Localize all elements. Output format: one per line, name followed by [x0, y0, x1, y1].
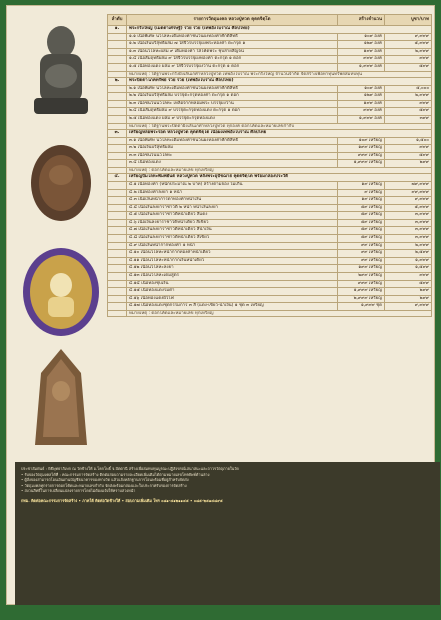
cell-item: ๒.๔ เนื้อสัมฤทธิ์ผสม ๙ บรรจุตะกรุดทองแดง ตะกรุด ๑ ดอก — [127, 108, 338, 116]
amulet-price-table — [107, 14, 432, 317]
table-row — [108, 181, 432, 189]
section-number: ๓. — [108, 129, 127, 137]
cell-price: ๓,๙๙๙ — [385, 219, 432, 227]
table-row — [108, 288, 432, 296]
cell-no — [108, 100, 127, 108]
cell-no — [108, 303, 127, 311]
amulet-photo-coin — [15, 244, 107, 340]
footer-line: • วัตถุมงคลทุกรายการตอกโค้ดและหมายเลขกำกับ จัดส่งพร้อมกล่องและใบประกาศรับรองการจัดสร้าง — [21, 482, 187, 488]
cell-no — [108, 33, 127, 41]
cell-count: ๑๙ เหรียญ — [338, 181, 385, 189]
section-note: หมายเหตุ : ใต้ฐานพระกริ่งฝังเส้นเกศาหลวงปู่ทวด เทพอังโบราณ พระกริ่งใหญ่ จำนวนจำกัด จัดสร้างเพื่อหาทุนทรัพย์สมทบทุน — [127, 71, 432, 77]
cell-count: ๑,๙๙๙ เหรียญ — [338, 160, 385, 168]
cell-price: ๙๙๙ — [385, 100, 432, 108]
cell-count: ๑,๙๙๙ องค์ — [338, 115, 385, 123]
table-row — [108, 152, 432, 160]
section-title-row — [108, 129, 432, 137]
cell-price: ๑,๕๙๙ — [385, 265, 432, 273]
section-number: ๒. — [108, 77, 127, 85]
table-row — [108, 280, 432, 288]
table-row — [108, 227, 432, 235]
cell-item: ๓.๓ เนื้อชนวนนวโลหะ — [127, 152, 338, 160]
cell-no — [108, 137, 127, 145]
cell-item: ๔.๔ เนื้อเงินลงยาราชาวดี ๒ หน้า หน้าเงินลงยา — [127, 204, 338, 212]
cell-price: ๙๙๙ — [385, 273, 432, 281]
note-spacer — [108, 311, 127, 317]
table-row — [108, 189, 432, 197]
cell-item: ๔.๑ เนื้อทองคำ (หนักประมาณ ๒ บาท) สร้างตามจอง ไม่เกิน — [127, 181, 338, 189]
cell-item: ๔.๒ เนื้อทองคำลงยา ๑ หน้า — [127, 189, 338, 197]
cell-no — [108, 93, 127, 101]
cell-item: ๒.๓ เนื้อชนวนนวโลหะ เหลือจากหลอมพระ บรรจุผงว่าน — [127, 100, 338, 108]
cell-price: ๙,๙๙๙ — [385, 33, 432, 41]
table-row — [108, 108, 432, 116]
cell-item: ๑.๒ เนื้อเงินบริสุทธิ์ผสม ๗ ใส่จีวรบรรจุผงพระทองคำ ตะกรุด ๑ — [127, 41, 338, 49]
cell-count: ๑,๙๙๙ เหรียญ — [338, 288, 385, 296]
cell-no — [108, 108, 127, 116]
cell-no — [108, 273, 127, 281]
section-title: พระกริ่งใหญ่ (เมตตาเศรษฐี) รวย รวย (เทพอังโบราณ ศิลปไทย) — [127, 26, 432, 34]
cell-no — [108, 56, 127, 64]
footer-line: • รับจองวัตถุมงคลได้ที่ : คณะกรรมการจัดสร้าง ติดต่อสอบถามรายละเอียดเพิ่มเติมได้ตามหมายเลขโทรศัพท์ด้านล่าง — [21, 471, 210, 477]
section-title: เหรียญหล่อพระรอด หลวงปู่ทวด คุตตจิตฺโต เนื้อผงเทพอังโบราณ ศิลปไทย — [127, 129, 432, 137]
rod-amulet-icon — [31, 345, 91, 453]
table-row — [108, 257, 432, 265]
cell-price: ๕๙๙ — [385, 152, 432, 160]
cell-price: ๙๙๙ — [385, 56, 432, 64]
cell-no — [108, 145, 127, 153]
cell-price: ๓,๙๙๙ — [385, 235, 432, 243]
cell-item: ๔.๑๖ เนื้อทองแดงผิวไฟ — [127, 295, 338, 303]
coin-amulet-icon — [20, 245, 102, 339]
cell-no — [108, 63, 127, 71]
cell-count: ๑,๙๙๙ ชุด — [338, 303, 385, 311]
cell-no — [108, 212, 127, 220]
table-row — [108, 265, 432, 273]
header-price: บูชา/บาท — [385, 15, 432, 26]
cell-count: ๙๙๙ องค์ — [338, 56, 385, 64]
cell-item: ๑.๓ เนื้อนวโลหะผสม ๙ เติมทองคำ ใส่โค้ดพระ ชุบสายสิญจน์ — [127, 48, 338, 56]
cell-no — [108, 48, 127, 56]
cell-no — [108, 219, 127, 227]
amulet-photo-pidta — [15, 130, 107, 230]
cell-price: ๒,๙๙๙ — [385, 93, 432, 101]
cell-price: ๗๙,๙๙๙ — [385, 181, 432, 189]
cell-count: ๕๙ เหรียญ — [338, 235, 385, 243]
cell-price: ๑,๙๙๙ — [385, 257, 432, 265]
table-row — [108, 85, 432, 93]
cell-item: ๔.๑๕ เนื้อทองแดงรมดำ — [127, 288, 338, 296]
table-row — [108, 48, 432, 56]
table-row — [108, 197, 432, 205]
table-body — [108, 26, 432, 317]
header-no: ลำดับ — [108, 15, 127, 26]
cell-item: ๔.๖ เนื้อเงินลงยาราชาวดีหน้าเดียว สีเขียว — [127, 219, 338, 227]
table-row — [108, 33, 432, 41]
cell-count: ๕๙ เหรียญ — [338, 219, 385, 227]
cell-item: ๔.๑๑ เนื้อนวโลหะหน้ากากเงินหน้าเดียว — [127, 257, 338, 265]
cell-item: ๓.๑ เนื้อพิเศษ นวโลหะเติมทองคำชนวนผงทองคำศักดิ์สิทธิ์ — [127, 137, 338, 145]
cell-item: ๒.๕ เนื้อทองแดง ผสม ๙ บรรจุตะกรุดทองแดง — [127, 115, 338, 123]
cell-count: ๒,๙๙๙ เหรียญ — [338, 295, 385, 303]
table-row — [108, 41, 432, 49]
table-row — [108, 212, 432, 220]
section-number: ๔. — [108, 174, 127, 182]
cell-item: ๔.๑๗ เนื้อทองแดงชุดกรรมการ ๓ สี (แดง-เขียว-น้ำเงิน) ๑ ชุด ๓ เหรียญ — [127, 303, 338, 311]
section-title-row — [108, 77, 432, 85]
footer-line: • ผู้สั่งจองสามารถโอนเงินผ่านบัญชีธนาคารของทางวัด แล้วแจ้งหลักฐานการโอนพร้อมที่อยู่สำหรับจัดส่ง — [21, 477, 189, 483]
cell-count: ๑๙๙ เหรียญ — [338, 265, 385, 273]
section-title-row — [108, 174, 432, 182]
amulet-photos — [15, 14, 107, 454]
amulet-photo-rod — [15, 344, 107, 454]
cell-price: ๙๙๙ — [385, 145, 432, 153]
table-row — [108, 273, 432, 281]
price-sheet — [6, 5, 435, 605]
cell-count: ๙๙๙ เหรียญ — [338, 152, 385, 160]
cell-count: ๑,๙๙๙ องค์ — [338, 63, 385, 71]
cell-item: ๔.๕ เนื้อเงินลงยาราชาวดีหน้าเดียว สีแดง — [127, 212, 338, 220]
cell-price: ๙,๙๙๙ — [385, 197, 432, 205]
cell-price: ๕,๙๙๙ — [385, 41, 432, 49]
cell-count: ๑๐๙ เหรียญ — [338, 137, 385, 145]
cell-price: ๙,๙๙๙ — [385, 303, 432, 311]
cell-count: ๙๙ เหรียญ — [338, 257, 385, 265]
cell-price: ๒๙๙ — [385, 160, 432, 168]
cell-item: ๔.๑๓ เนื้อนวโลหะเต็มสูตร — [127, 273, 338, 281]
header-count: สร้างจำนวน — [338, 15, 385, 26]
table-row — [108, 63, 432, 71]
cell-no — [108, 250, 127, 258]
cell-price: ๕,๐๐๐ — [385, 85, 432, 93]
table-row — [108, 235, 432, 243]
cell-no — [108, 227, 127, 235]
cell-no — [108, 181, 127, 189]
cell-price: ๒,๙๙๙ — [385, 48, 432, 56]
cell-count: ๑๐๙ องค์ — [338, 33, 385, 41]
cell-count: ๙๙ เหรียญ — [338, 242, 385, 250]
table-row — [108, 93, 432, 101]
cell-no — [108, 265, 127, 273]
cell-item: ๔.๑๔ เนื้อทองชุบเงิน — [127, 280, 338, 288]
cell-price: ๒๙๙ — [385, 288, 432, 296]
footer-line: ประชาสัมพันธ์ : พิธีพุทธาภิเษก ณ วัดช้างให้ อ.โคกโพธิ์ จ.ปัตตานี สร้างเพื่อสมทบทุนบูรณะปฏิสังขรณ์เสนาสนะและถาวรวัตถุภายในวัด — [21, 466, 239, 471]
cell-item: ๑.๕ เนื้อทองแดง ผสม ๙ ใส่จีวรบรรจุผงว่าน ตะกรุด ๑ ดอก — [127, 63, 338, 71]
cell-item: ๔.๑๒ เนื้อนวโลหะลงยา — [127, 265, 338, 273]
cell-no — [108, 257, 127, 265]
cell-item: ๑.๔ เนื้อสัมฤทธิ์ผสม ๙ ใส่จีวรบรรจุผงทองคำ ตะกรุด ๑ ดอก — [127, 56, 338, 64]
section-note: หมายเหตุ : ตอกโค้ดและหมายเลข ทุกเหรียญ — [127, 311, 432, 317]
section-note: หมายเหตุ : ตอกโค้ดและหมายเลข ทุกเหรียญ — [127, 167, 432, 173]
cell-no — [108, 189, 127, 197]
header-item: รายการวัตถุมงคล หลวงปู่ทวด คุตตจิตฺโต — [127, 15, 338, 26]
cell-no — [108, 197, 127, 205]
cell-no — [108, 41, 127, 49]
section-title: เหรียญปั๊มโลหะพิมพ์ยันต์ หลวงปู่ทวด หลังพระอุปัชฌาย์ คุตตจิตฺโต พร้อมกล่องประวัติ — [127, 174, 432, 182]
cell-price: ๓,๙๙๙ — [385, 227, 432, 235]
table-header-row — [108, 15, 432, 26]
cell-price: ๑,๕๐๐ — [385, 137, 432, 145]
cell-no — [108, 160, 127, 168]
cell-no — [108, 204, 127, 212]
cell-count: ๙๙ เหรียญ — [338, 250, 385, 258]
cell-no — [108, 288, 127, 296]
cell-price: ๓๙๙ — [385, 115, 432, 123]
cell-item: ๔.๓ เนื้อเงินหน้าการดาทองคำหน้าเงิน — [127, 197, 338, 205]
table-row — [108, 137, 432, 145]
cell-price: ๕๙๙ — [385, 63, 432, 71]
footer-contacts: กทม. ติดต่อคณะกรรมการจัดสร้าง • ภาคใต้ ติดต่อวัดช้างให้ • สอบถามเพิ่มเติม โทร ๐๘๑-๔๑๒๑๑๔๕ • ๐๘๕-๒๕๑๔๘๙๕ — [21, 497, 223, 503]
cell-count: ๑๙ เหรียญ — [338, 197, 385, 205]
cell-no — [108, 235, 127, 243]
cell-item: ๓.๔ เนื้อทองแดง — [127, 160, 338, 168]
table-row — [108, 242, 432, 250]
table-row — [108, 145, 432, 153]
cell-count: ๑๙๙ เหรียญ — [338, 145, 385, 153]
cell-price: ๕๙๙ — [385, 108, 432, 116]
cell-count: ๒๙๙ เหรียญ — [338, 273, 385, 281]
cell-item: ๓.๒ เนื้อเงินบริสุทธิ์ผสม — [127, 145, 338, 153]
cell-count: ๑๒๙ องค์ — [338, 93, 385, 101]
cell-price: ๒,๙๙๙ — [385, 242, 432, 250]
table-row — [108, 204, 432, 212]
cell-item: ๒.๒ เนื้อเงินบริสุทธิ์ผสม บรรจุตะกรุดทองคำ ตะกรุด ๑ ดอก — [127, 93, 338, 101]
table-row — [108, 160, 432, 168]
table-row — [108, 56, 432, 64]
cell-no — [108, 85, 127, 93]
cell-count: ๑๒๙ องค์ — [338, 41, 385, 49]
cell-count: ๕๙ เหรียญ — [338, 212, 385, 220]
cell-price: ๓,๙๙๙ — [385, 212, 432, 220]
cell-count: ๑๙๙ องค์ — [338, 48, 385, 56]
cell-price: ๕๙๙ — [385, 280, 432, 288]
section-note-row — [108, 311, 432, 317]
section-title-row — [108, 26, 432, 34]
cell-item: ๔.๑๐ เนื้อนวโลหะหน้ากากทองคำหน้าเดียว — [127, 250, 338, 258]
cell-count: ๕๙ เหรียญ — [338, 204, 385, 212]
cell-item: ๔.๙ เนื้อเงินหน้ากากทองคำ ๑ หน้า — [127, 242, 338, 250]
section-number: ๑. — [108, 26, 127, 34]
table-row — [108, 219, 432, 227]
table-row — [108, 295, 432, 303]
cell-price: ๒,๕๙๙ — [385, 250, 432, 258]
cell-count: ๙๙๙ เหรียญ — [338, 280, 385, 288]
cell-item: ๒.๑ เนื้อพิเศษ นวโลหะเติมทองคำชนวนผงทองคำศักดิ์สิทธิ์ — [127, 85, 338, 93]
table-row — [108, 100, 432, 108]
cell-no — [108, 152, 127, 160]
cell-count: ๑๙๙ องค์ — [338, 100, 385, 108]
cell-no — [108, 295, 127, 303]
cell-count: ๙๙๙ องค์ — [338, 108, 385, 116]
pidta-amulet-icon — [26, 135, 96, 225]
table-row — [108, 303, 432, 311]
kring-amulet-icon — [26, 20, 96, 120]
footer-lines — [21, 466, 434, 494]
footer-line: • สงวนสิทธิ์ในการเปลี่ยนแปลงรายการโดยไม่ต้องแจ้งให้ทราบล่วงหน้า — [21, 488, 136, 494]
section-note: หมายเหตุ : ใต้ฐานพระปิดตาฝังเส้นเกศาหลวงปู่ทวด ทุกองค์ ตอกโค้ดและหมายเลขกำกับ — [127, 123, 432, 129]
cell-count: ๙ เหรียญ — [338, 189, 385, 197]
cell-item: ๔.๘ เนื้อเงินลงยาราชาวดีหน้าเดียว สีเขียว — [127, 235, 338, 243]
cell-count: ๑๐๙ องค์ — [338, 85, 385, 93]
cell-item: ๔.๗ เนื้อเงินลงยาราชาวดีหน้าเดียว สีน้ำเงิน — [127, 227, 338, 235]
section-title: พระปิดตาโภคทรัพย์ รวย รวย (เทพอังโบราณ ศิลปไทย) — [127, 77, 432, 85]
amulet-photo-kring — [15, 14, 107, 126]
cell-no — [108, 242, 127, 250]
cell-price: ๒๙๙ — [385, 295, 432, 303]
cell-no — [108, 115, 127, 123]
table-row — [108, 250, 432, 258]
cell-price: ๙๙,๙๙๙ — [385, 189, 432, 197]
cell-count: ๕๙ เหรียญ — [338, 227, 385, 235]
cell-price: ๕,๙๙๙ — [385, 204, 432, 212]
table-row — [108, 115, 432, 123]
cell-no — [108, 280, 127, 288]
footer-info — [15, 462, 440, 605]
cell-item: ๑.๑ เนื้อพิเศษ นวโลหะเติมทองคำชนวนผงทองคำศักดิ์สิทธิ์ — [127, 33, 338, 41]
